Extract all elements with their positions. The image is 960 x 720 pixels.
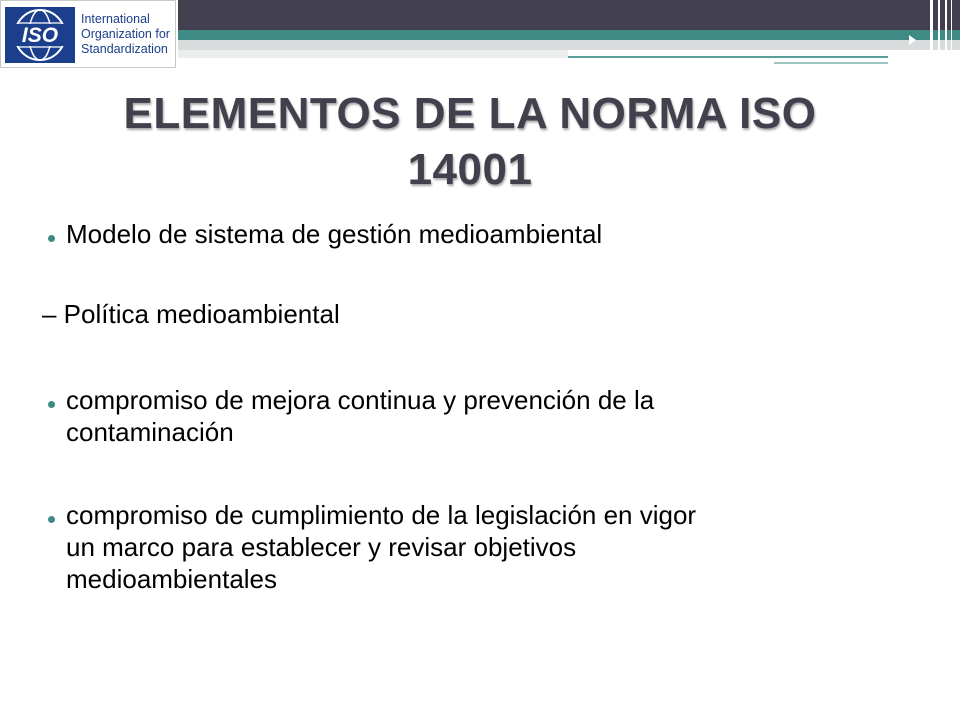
iso-globe-logo-icon [5,7,75,63]
logo-line: Standardization [81,42,168,56]
bullet-icon [48,516,55,523]
header-band-dark [178,0,960,30]
logo-line: Organization for [81,27,170,41]
logo-line: International [81,12,150,26]
bullet-item [66,384,654,448]
bullet-item-line: contaminación [66,417,234,447]
logo-text [81,12,170,57]
bullet-item-line: compromiso de mejora continua y prevención de la [66,385,655,415]
iso-logo [0,0,176,68]
header-band-light [178,50,568,58]
header-accent-line-short [774,62,888,64]
header-band-teal [178,30,960,40]
header-divider [945,0,947,64]
bullet-item-line: un marco para establecer y revisar objetivos [66,532,577,562]
title-line-2: 14001 [407,145,533,194]
bullet-item: Modelo de sistema de gestión medioambiental [66,219,603,249]
bullet-item-line: medioambientales [66,564,278,594]
bullet-icon [48,235,55,242]
header-divider [951,0,952,64]
bullet-item [66,499,696,595]
header-divider [938,0,940,64]
iso-mark-text: ISO [21,24,59,47]
bullet-item-line: compromiso de cumplimiento de la legislación en vigor [66,500,697,530]
slide-title [40,86,900,198]
header-band-grey [178,40,960,50]
header-accent-line [568,56,888,58]
header-divider [930,0,933,64]
title-line-1: ELEMENTOS DE LA NORMA ISO [123,89,817,138]
bullet-icon [48,401,55,408]
sub-item: – Política medioambiental [42,299,340,329]
triangle-marker-icon [909,35,916,45]
